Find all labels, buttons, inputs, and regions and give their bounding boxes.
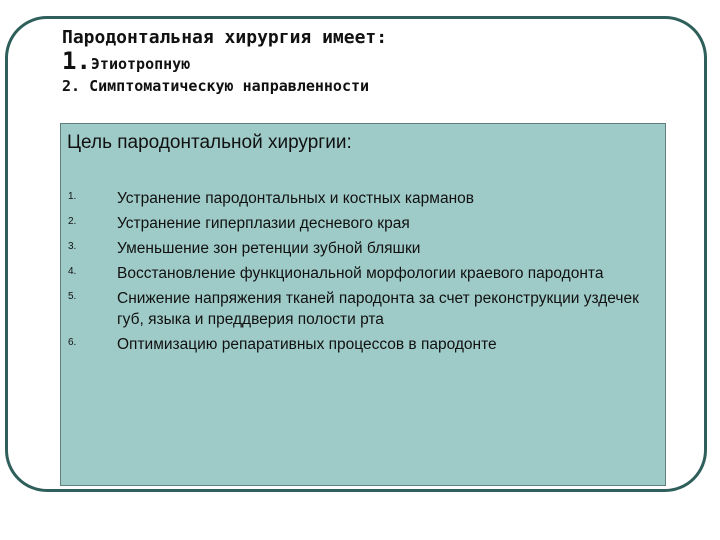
goal-list <box>61 188 661 359</box>
list-item-number: 2. <box>68 216 77 227</box>
list-item <box>61 334 661 355</box>
list-item <box>61 238 661 259</box>
goal-heading: Цель пародонтальной хирургии: <box>67 132 352 153</box>
title-block <box>62 26 682 97</box>
goal-box <box>60 123 666 486</box>
list-item <box>61 188 661 209</box>
title-item-1 <box>62 47 682 75</box>
list-item-text: Восстановление функциональной морфологии краевого пародонта <box>117 265 604 282</box>
title-item-number: 2. <box>62 77 81 95</box>
title-item-label: Этиотропную <box>90 55 191 73</box>
title-item-label: Симптоматическую направленности <box>89 77 370 95</box>
list-item <box>61 288 661 330</box>
list-item-text: Устранение пародонтальных и костных карманов <box>117 190 474 207</box>
list-item-number: 1. <box>68 191 77 202</box>
list-item-number: 5. <box>68 291 77 302</box>
list-item <box>61 213 661 234</box>
list-item <box>61 263 661 284</box>
page-title: Пародонтальная хирургия имеет: <box>62 27 388 48</box>
title-item-2 <box>62 75 682 97</box>
list-item-text: Снижение напряжения тканей пародонта за счет реконструкции уздечек губ, языка и преддверия полости рта <box>117 290 639 328</box>
list-item-number: 6. <box>68 337 77 348</box>
title-item-number: 1. <box>62 47 91 75</box>
list-item-text: Уменьшение зон ретенции зубной бляшки <box>117 240 421 257</box>
list-item-text: Оптимизацию репаративных процессов в пародонте <box>117 336 497 353</box>
list-item-number: 4. <box>68 266 77 277</box>
list-item-text: Устранение гиперплазии десневого края <box>117 215 410 232</box>
list-item-number: 3. <box>68 241 77 252</box>
